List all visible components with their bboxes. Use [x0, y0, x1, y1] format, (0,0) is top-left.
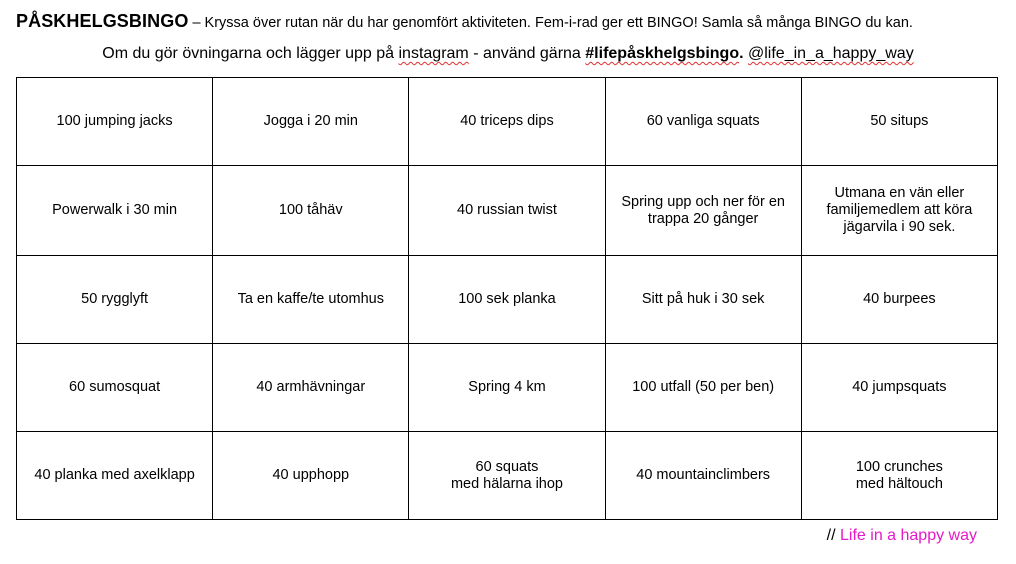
bingo-cell[interactable]	[801, 432, 997, 520]
instagram-note	[0, 45, 1016, 63]
bingo-cell[interactable]	[17, 78, 213, 166]
bingo-cell[interactable]	[409, 344, 605, 432]
bingo-grid	[16, 77, 998, 520]
bingo-cell-text: 40 armhävningar	[256, 379, 366, 395]
bingo-cell[interactable]	[213, 344, 409, 432]
subline-middle: - använd gärna	[468, 45, 586, 62]
bingo-cell-text: 40 russian twist	[457, 202, 557, 218]
bingo-cell-text: Ta en kaffe/te utomhus	[237, 291, 384, 307]
bingo-cell-text: 100 utfall (50 per ben)	[632, 379, 775, 395]
bingo-cell[interactable]	[409, 256, 605, 344]
bingo-cell[interactable]	[17, 256, 213, 344]
footer-prefix: //	[826, 527, 841, 544]
bingo-cell-text: Spring 4 km	[468, 379, 546, 395]
instagram-word: instagram	[398, 45, 469, 62]
bingo-cell-text: 40 triceps dips	[460, 113, 554, 129]
bingo-cell-text: Powerwalk i 30 min	[52, 202, 178, 218]
bingo-cell[interactable]	[801, 344, 997, 432]
bingo-cell[interactable]	[409, 432, 605, 520]
bingo-cell[interactable]	[605, 78, 801, 166]
bingo-cell-text: 40 jumpsquats	[852, 379, 947, 395]
bingo-cell[interactable]	[17, 344, 213, 432]
bingo-cell-text: 40 upphopp	[272, 467, 350, 483]
bingo-cell-text: 40 mountainclimbers	[636, 467, 771, 483]
bingo-cell-text: 40 burpees	[863, 291, 936, 307]
bingo-cell[interactable]	[213, 78, 409, 166]
bingo-cell[interactable]	[17, 166, 213, 256]
bingo-row	[17, 344, 998, 432]
instructions-text: – Kryssa över rutan när du har genomfört aktiviteten. Fem-i-rad ger ett BINGO! Samla så många BINGO du kan.	[188, 15, 913, 31]
footer-brand: Life in a happy way	[840, 527, 977, 544]
bingo-cell[interactable]	[409, 78, 605, 166]
bingo-cell[interactable]	[605, 344, 801, 432]
instagram-mention: @life_in_a_happy_way	[748, 45, 914, 62]
bingo-cell[interactable]	[409, 166, 605, 256]
bingo-cell-text: Sitt på huk i 30 sek	[641, 291, 765, 307]
bingo-cell-text: 50 situps	[870, 113, 929, 129]
subline-prefix: Om du gör övningarna och lägger upp på	[102, 45, 399, 62]
bingo-cell-text: 100 sek planka	[458, 291, 556, 307]
bingo-cell-text: 60 squats med hälarna ihop	[450, 458, 563, 492]
footer-signature	[827, 527, 977, 545]
bingo-cell[interactable]	[801, 78, 997, 166]
bingo-row	[17, 78, 998, 166]
bingo-cell-text: 100 tåhäv	[278, 202, 343, 218]
bingo-cell-text: 40 planka med axelklapp	[34, 467, 195, 483]
hashtag-dot: .	[739, 45, 744, 62]
title-line	[16, 11, 913, 32]
bingo-cell[interactable]	[213, 166, 409, 256]
page-title: PÅSKHELGSBINGO	[16, 11, 189, 31]
bingo-cell-text: 100 crunches med hältouch	[855, 458, 943, 492]
bingo-cell-text: Utmana en vän eller familjemedlem att köra jägarvila i 90 sek.	[826, 185, 973, 235]
bingo-cell[interactable]	[605, 166, 801, 256]
hashtag: #lifepåskhelgsbingo	[585, 45, 740, 62]
bingo-cell-text: 60 sumosquat	[69, 379, 161, 395]
bingo-cell[interactable]	[801, 166, 997, 256]
bingo-cell-text: 100 jumping jacks	[56, 113, 173, 129]
bingo-cell[interactable]	[213, 432, 409, 520]
bingo-cell-text: Spring upp och ner för en trappa 20 gånger	[621, 193, 785, 227]
bingo-cell-text: Jogga i 20 min	[263, 113, 358, 129]
bingo-cell[interactable]	[17, 432, 213, 520]
bingo-cell-text: 60 vanliga squats	[646, 113, 760, 129]
bingo-cell[interactable]	[605, 432, 801, 520]
bingo-row	[17, 166, 998, 256]
bingo-row	[17, 256, 998, 344]
bingo-cell[interactable]	[801, 256, 997, 344]
bingo-row	[17, 432, 998, 520]
bingo-cell[interactable]	[605, 256, 801, 344]
bingo-cell[interactable]	[213, 256, 409, 344]
bingo-cell-text: 50 rygglyft	[81, 291, 149, 307]
